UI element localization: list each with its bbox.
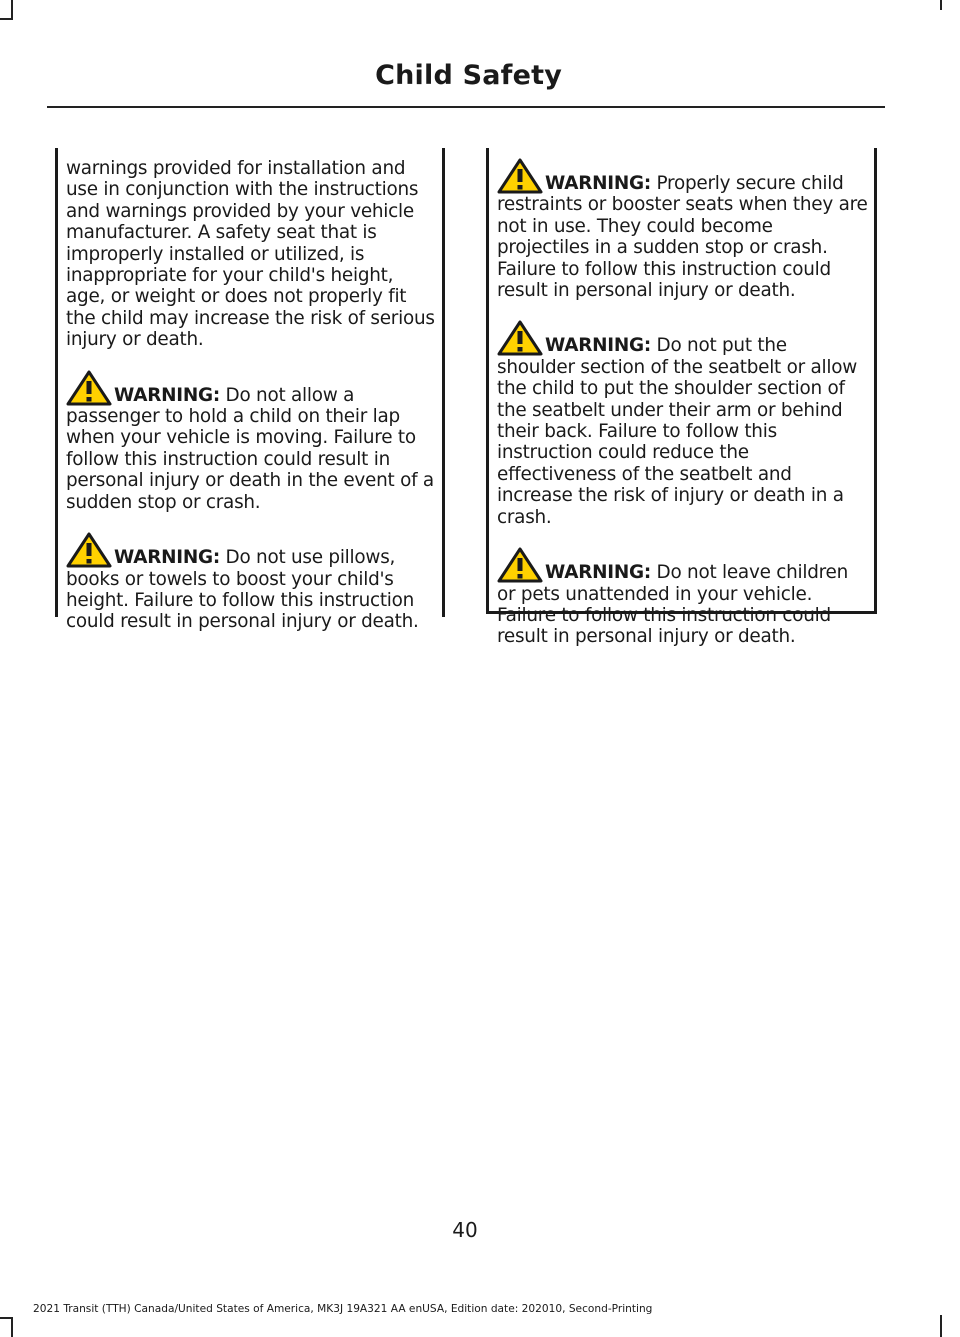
warning-label: WARNING: bbox=[545, 173, 651, 194]
warning-label: WARNING: bbox=[545, 562, 651, 584]
crop-mark bbox=[0, 1317, 13, 1319]
page-number: 40 bbox=[452, 1218, 478, 1242]
warning-triangle-icon bbox=[497, 547, 543, 583]
warning-block bbox=[497, 320, 868, 528]
crop-mark bbox=[940, 1315, 942, 1337]
intro-paragraph: warnings provided for installation and use in conjunction with the instructions and warnings provided by your vehicle manufacturer. A safety seat that is improperly installed or utilized, is inappropriate for your child's height, age, or weight or does not properly fit the child may increase the risk of serious injury or death. bbox=[66, 158, 435, 351]
right-column bbox=[486, 148, 877, 648]
warning-label: WARNING: bbox=[114, 547, 220, 569]
warning-block bbox=[497, 547, 868, 648]
warning-text: Do not allow a passenger to hold a child on their lap when your vehicle is moving. Failure to follow this instruction could result in personal injury or death in the event of a sudden stop or crash. bbox=[66, 384, 434, 513]
page-title: Child Safety bbox=[375, 60, 562, 91]
warning-triangle-icon bbox=[497, 158, 543, 194]
left-column bbox=[55, 148, 445, 633]
warning-block bbox=[66, 370, 436, 513]
crop-mark bbox=[940, 0, 942, 10]
warning-text: Properly secure child restraints or booster seats when they are not in use. They could become projectiles in a sudden stop or crash. Failure to follow this instruction could result in personal injury or death. bbox=[497, 173, 868, 302]
warning-text: Do not put the shoulder section of the seatbelt or allow the child to put the shoulder section of the seatbelt under their arm or behind their back. Failure to follow this instruction could reduce the effectiveness of the seatbelt and increase the risk of injury or death in a crash. bbox=[497, 335, 858, 528]
warning-text: Do not leave children or pets unattended in your vehicle. Failure to follow this instruction could result in personal injury or death. bbox=[497, 562, 849, 648]
header-rule bbox=[47, 106, 885, 108]
warning-block bbox=[66, 532, 436, 633]
warning-block bbox=[497, 158, 868, 301]
warning-text: Do not use pillows, books or towels to boost your child's height. Failure to follow this instruction could result in personal injury or death. bbox=[66, 547, 419, 633]
footer-text: 2021 Transit (TTH) Canada/United States of America, MK3J 19A321 AA enUSA, Edition date: 202010, Second-Printing bbox=[33, 1303, 653, 1315]
warning-label: WARNING: bbox=[114, 384, 220, 406]
warning-triangle-icon bbox=[66, 370, 112, 406]
crop-mark bbox=[11, 0, 13, 20]
warning-triangle-icon bbox=[497, 320, 543, 356]
crop-mark bbox=[11, 1317, 13, 1337]
warning-label: WARNING: bbox=[545, 335, 651, 357]
crop-mark bbox=[0, 18, 13, 20]
warning-triangle-icon bbox=[66, 532, 112, 568]
